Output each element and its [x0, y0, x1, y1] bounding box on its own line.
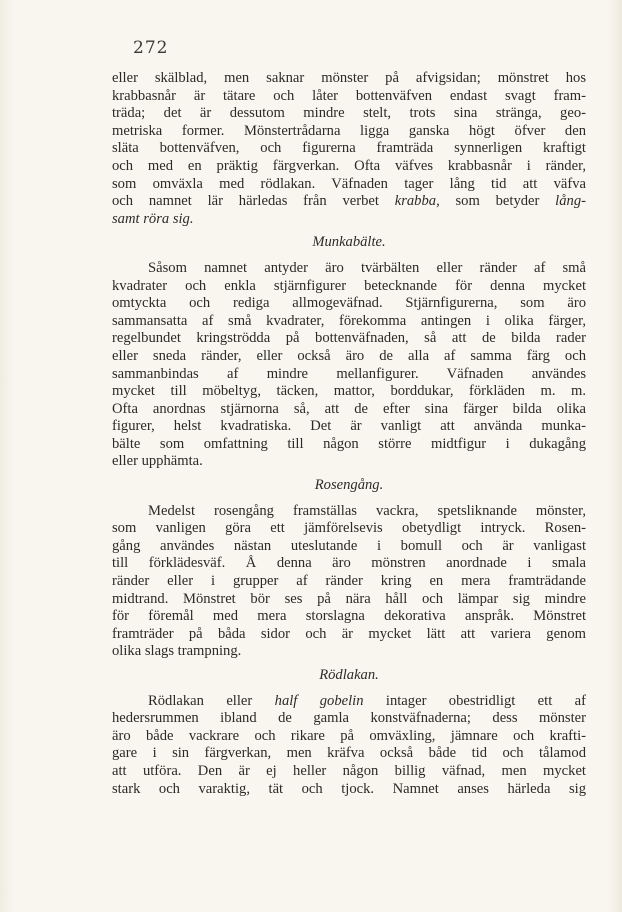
- text-line: till förklädesväf. Å denna äro mönstren anordnade i smala: [112, 555, 586, 572]
- text-line: eller sneda ränder, eller också äro de alla af samma färg och: [112, 347, 586, 364]
- text-line: metriska former. Mönstertrådarna ligga ganska högt öfver den: [112, 122, 586, 139]
- text-line: Såsom namnet antyder äro tvärbälten eller ränder af små: [148, 259, 586, 276]
- text-line: gare i sin färgverkan, men kräfva också både tid och tålamod: [112, 745, 586, 762]
- text-line: som vanligen göra ett jämförelsevis obetydligt intryck. Rosen-: [112, 520, 586, 537]
- text-segment: som betyder: [439, 193, 556, 210]
- section-heading-munkabalte: Munkabälte.: [312, 234, 386, 251]
- page-number: 272: [133, 38, 169, 58]
- text-line: som omväxla med rödlakan. Väfnaden tager lång tid att väfva: [112, 175, 586, 192]
- text-line: olika slags trampning.: [112, 643, 242, 660]
- text-line: regelbundet kringströdda på bottenväfnaden, så att de bilda rader: [112, 330, 586, 347]
- text-segment: intager obestridligt ett af: [363, 692, 586, 709]
- text-line: för föremål med mera storslagna dekorativa anspråk. Mönstret: [112, 608, 586, 625]
- text-line: Ofta anordnas stjärnorna så, att de efter sina färger bilda olika: [112, 400, 586, 417]
- paragraph-rosengang: [112, 503, 586, 661]
- text-line: [112, 193, 586, 211]
- italic-term: lång-: [555, 193, 586, 210]
- italic-term: krabba,: [394, 193, 440, 210]
- text-line: samt röra sig.: [112, 210, 194, 227]
- text-line: krabbasnår är tätare och låter bottenväfven endast svagt fram-: [112, 87, 586, 104]
- text-line: äro både vackrare och rikare på omväxling, jämnare och krafti-: [112, 727, 586, 744]
- text-line: att utföra. Den är ej heller någon billig väfnad, men mycket: [112, 762, 586, 779]
- text-line: sammanbindas af mindre mellanfigurer. Väfnaden användes: [112, 365, 586, 382]
- text-line: eller upphämta.: [112, 453, 203, 470]
- section-heading-rosengang: Rosengång.: [314, 477, 384, 494]
- text-line: hedersrummen ibland de gamla konstväfnaderna; dess mönster: [112, 710, 586, 727]
- text-line: stark och varaktig, tät och tjock. Namnet anses härleda sig: [112, 780, 586, 797]
- text-segment: Rödlakan eller: [148, 692, 275, 709]
- text-line: mycket till möbeltyg, täcken, mattor, borddukar, förkläden m. m.: [112, 383, 586, 400]
- paragraph-rodlakan: [112, 693, 586, 799]
- text-line: gång användes nästan uteslutande i bomull och är vanligast: [112, 537, 586, 554]
- paragraph-munkabalte: [112, 260, 586, 471]
- text-line: eller skälblad, men saknar mönster på afvigsidan; mönstret hos: [112, 70, 586, 86]
- text-line: [112, 693, 586, 711]
- text-line: midtrand. Mönstret bör ses på nära håll och lämpar sig mindre: [112, 590, 586, 607]
- text-line: släta bottenväfven, och figurerna framträda synnerligen kraftigt: [112, 140, 586, 157]
- text-line: träda; det är dessutom mindre stelt, trots sina stränga, geo-: [112, 105, 586, 122]
- text-line: bälte som omfattning till någon större midtfigur i dukagång: [112, 435, 586, 452]
- text-line: och med en präktig färgverkan. Ofta väfves krabbasnår i ränder,: [112, 157, 586, 174]
- section-heading-rodlakan: Rödlakan.: [319, 667, 379, 683]
- text-line: ränder eller i grupper af ränder kring en mera framträdande: [112, 573, 586, 590]
- text-line: kvadrater och enkla stjärnfigurer betecknande för denna mycket: [112, 277, 586, 294]
- italic-term: half gobelin: [274, 692, 364, 709]
- page-body: [112, 70, 586, 798]
- text-line: sammansatta af små kvadrater, förekomma antingen i olika färger,: [112, 312, 586, 329]
- text-line: omtyckta och rediga allmogeväfnad. Stjärnfigurerna, som äro: [112, 295, 586, 312]
- text-line: figurer, helst kvadratiska. Det är vanligt att använda munka-: [112, 418, 586, 435]
- text-line: Medelst rosengång framställas vackra, spetsliknande mönster,: [148, 502, 586, 519]
- text-line: framträder på båda sidor och är mycket lätt att variera genom: [112, 625, 586, 642]
- paragraph-krabbasnar: [112, 70, 586, 228]
- text-segment: och namnet lär härledas från verbet: [112, 193, 395, 210]
